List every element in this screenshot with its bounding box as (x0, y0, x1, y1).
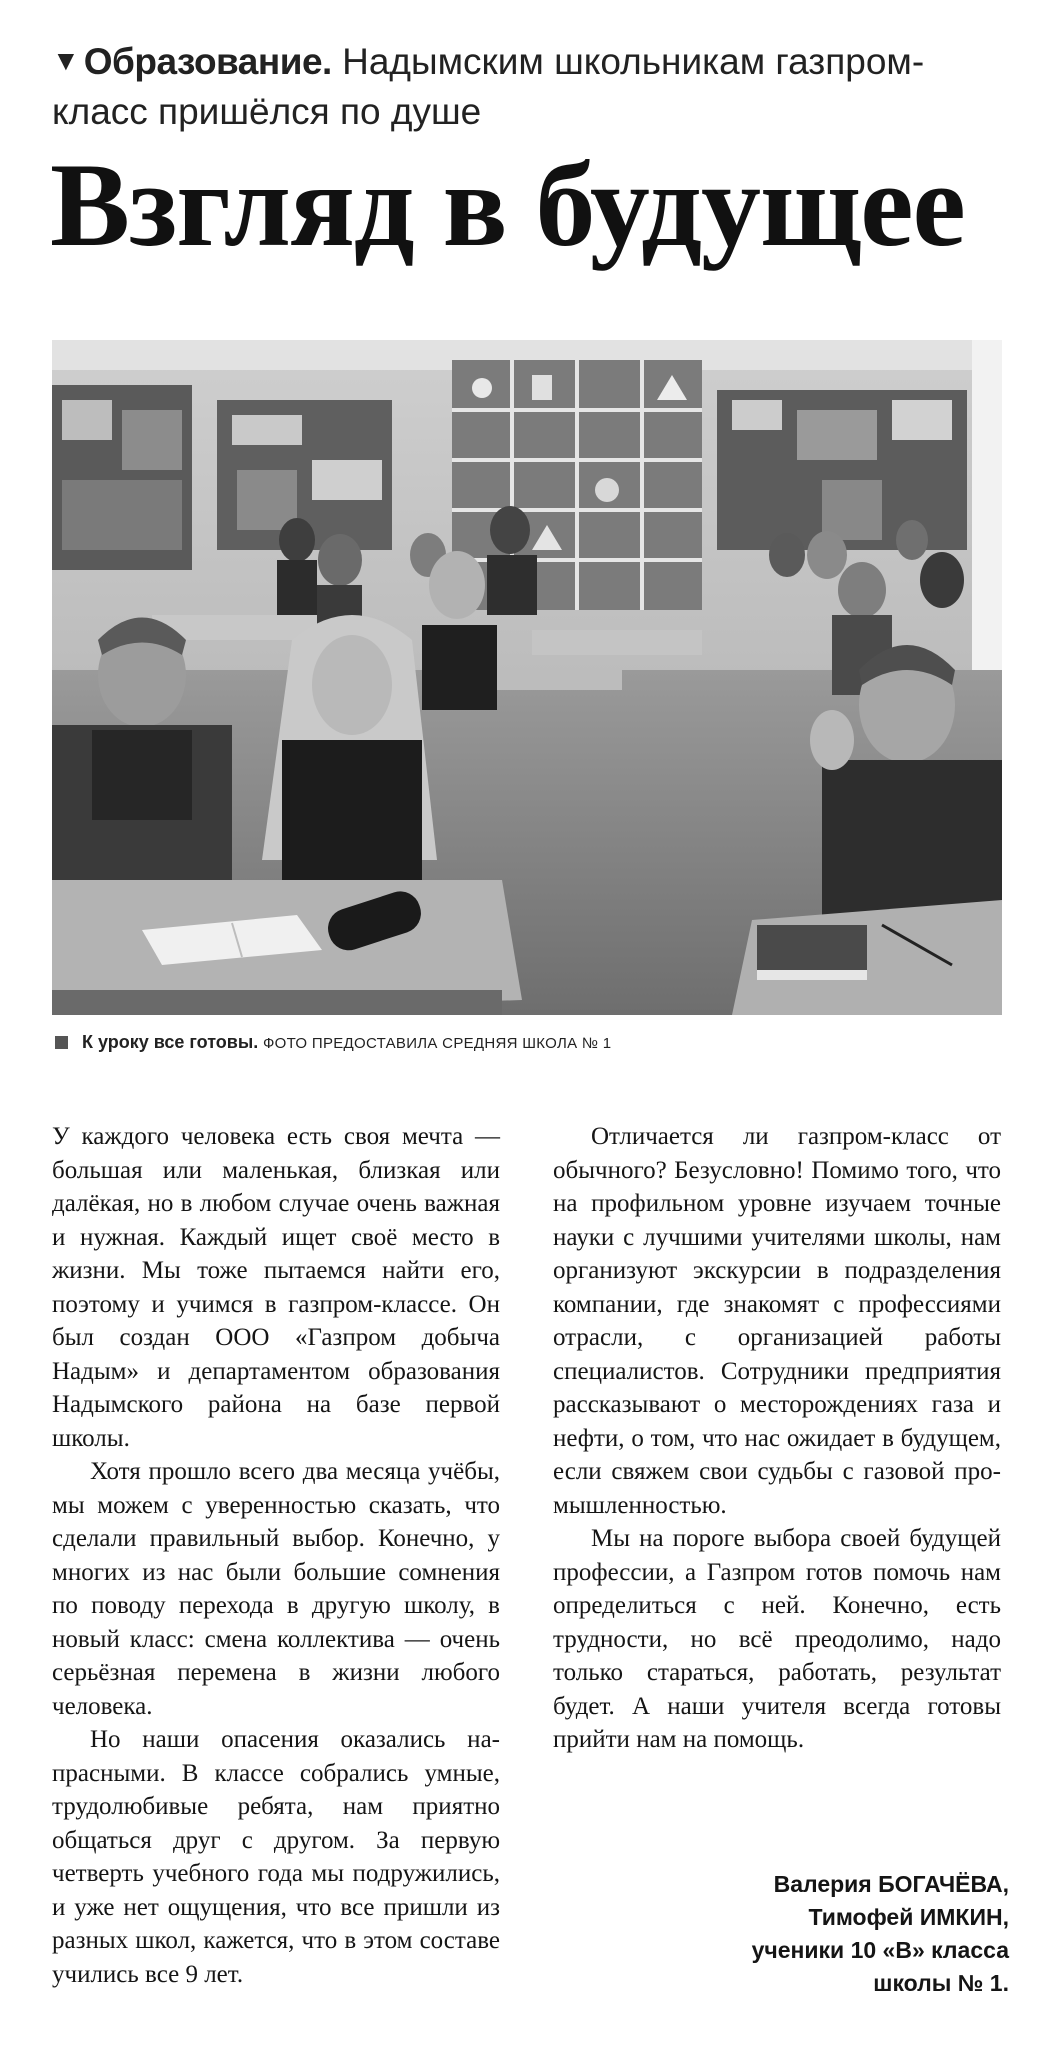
caption-credit: ФОТО ПРЕДОСТАВИЛА СРЕДНЯЯ ШКОЛА № 1 (262, 1035, 612, 1052)
signature-line: Тимофей ИМКИН, (808, 1904, 1009, 1930)
signature-line: ученики 10 «В» класса (751, 1937, 1009, 1963)
article-paragraph: Мы на пороге выбора своей будущей профессии, а Газпром готов помочь нам определиться с ней. Конечно, есть трудности, но всё преодолимо, надо только стараться, работать, результат будет. А наши учителя всегда готовы прийти нам на помощь. (553, 1525, 1001, 1753)
photo-caption (55, 1030, 995, 1056)
article-paragraph: Отличается ли газпром-класс от обычного? Безусловно! Помимо того, что на профильном уровне изучаем точные науки с лучшими учителями школы, нам организуют экскурсии в подразделения компании, где знакомят с профессиями отрасли, с организацией работы специалистов. Сотрудники предприятия рассказывают о месторождениях газа и нефти, о том, что нас ожидает в будущем, если свяжем свои судьбы с газовой промышленностью. (553, 1123, 1001, 1519)
author-signature (553, 1868, 1009, 2000)
caption-square-icon (55, 1036, 68, 1049)
signature-line: Валерия БОГАЧЁВА, (773, 1871, 1009, 1897)
rubric-name: Образование. (83, 41, 332, 82)
signature-line: школы № 1. (873, 1970, 1009, 1996)
rubric-subtitle: Надымским школьникам газпром-класс пришёлся по душе (52, 41, 925, 132)
headline: Взгляд в будущее (50, 138, 965, 271)
article-paragraph: Но наши опасения оказались напрасными. В классе собрались умные, трудолюбивые ребята, нам приятно общаться друг с другом. За первую четверть учебного года мы подружились, и уже нет ощущения, что все пришли из разных школ, кажется, что в этом составе учились все 9 лет. (52, 1726, 500, 1988)
article-column-right (553, 1120, 1001, 1757)
rubric-line (52, 36, 1012, 137)
article-paragraph: У каждого человека есть своя мечта — большая или маленькая, близкая или далёкая, но в любом случае очень важная и нужная. Каждый ищет своё место в жизни. Мы тоже пытаемся найти его, поэтому и учимся в газпром-классе. Он был создан ООО «Газпром добыча Надым» и департаментом образования Надымского района на базе первой школы. (52, 1123, 500, 1452)
article-column-left (52, 1120, 500, 1991)
caption-main: К уроку все готовы. (82, 1032, 259, 1052)
triangle-down-icon: ▼ (52, 45, 80, 76)
classroom-photo (52, 340, 1002, 1015)
article-paragraph: Хотя прошло всего два месяца учёбы, мы можем с уверенностью сказать, что сделали правильный выбор. Конечно, у многих из нас были большие сомнения по поводу перехода в другую школу, в новый класс: смена коллектива — очень серьёзная перемена в жизни любого человека. (52, 1458, 500, 1720)
